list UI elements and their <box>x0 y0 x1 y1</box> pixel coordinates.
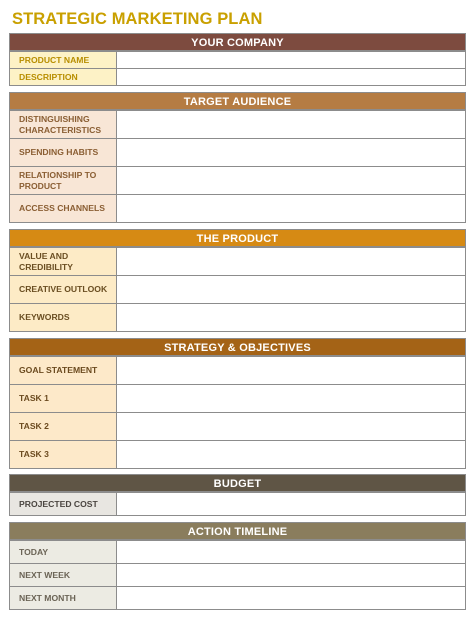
table-row <box>10 167 466 195</box>
row-label-next-week: NEXT WEEK <box>10 564 117 587</box>
task-1-field[interactable] <box>117 385 466 413</box>
row-label-projected-cost: PROJECTED COST <box>10 493 117 516</box>
row-label-value-and-credibility: VALUE AND CREDIBILITY <box>10 248 117 276</box>
distinguishing-characteristics-field[interactable] <box>117 111 466 139</box>
table-row <box>10 541 466 564</box>
table-row <box>10 276 466 304</box>
row-label-description: DESCRIPTION <box>10 69 117 86</box>
value-and-credibility-field[interactable] <box>117 248 466 276</box>
row-label-relationship-to-product: RELATIONSHIP TO PRODUCT <box>10 167 117 195</box>
section-header-target-audience: TARGET AUDIENCE <box>9 92 466 110</box>
table-row <box>10 304 466 332</box>
section-budget <box>9 474 466 516</box>
section-header-strategy-objectives: STRATEGY & OBJECTIVES <box>9 338 466 356</box>
today-field[interactable] <box>117 541 466 564</box>
page-title: STRATEGIC MARKETING PLAN <box>12 10 263 28</box>
product-name-field[interactable] <box>117 52 466 69</box>
section-header-your-company: YOUR COMPANY <box>9 33 466 51</box>
row-label-spending-habits: SPENDING HABITS <box>10 139 117 167</box>
access-channels-field[interactable] <box>117 195 466 223</box>
table-row <box>10 69 466 86</box>
table-row <box>10 195 466 223</box>
section-action-timeline <box>9 522 466 610</box>
table-row <box>10 385 466 413</box>
row-label-product-name: PRODUCT NAME <box>10 52 117 69</box>
row-label-next-month: NEXT MONTH <box>10 587 117 610</box>
section-the-product <box>9 229 466 332</box>
row-label-goal-statement: GOAL STATEMENT <box>10 357 117 385</box>
row-label-today: TODAY <box>10 541 117 564</box>
creative-outlook-field[interactable] <box>117 276 466 304</box>
row-label-keywords: KEYWORDS <box>10 304 117 332</box>
section-target-audience <box>9 92 466 223</box>
table-row <box>10 52 466 69</box>
section-header-budget: BUDGET <box>9 474 466 492</box>
row-label-task-1: TASK 1 <box>10 385 117 413</box>
table-row <box>10 248 466 276</box>
next-week-field[interactable] <box>117 564 466 587</box>
row-label-creative-outlook: CREATIVE OUTLOOK <box>10 276 117 304</box>
table-row <box>10 357 466 385</box>
projected-cost-field[interactable] <box>117 493 466 516</box>
row-label-task-3: TASK 3 <box>10 441 117 469</box>
spending-habits-field[interactable] <box>117 139 466 167</box>
goal-statement-field[interactable] <box>117 357 466 385</box>
row-label-access-channels: ACCESS CHANNELS <box>10 195 117 223</box>
keywords-field[interactable] <box>117 304 466 332</box>
table-row <box>10 493 466 516</box>
task-2-field[interactable] <box>117 413 466 441</box>
table-row <box>10 413 466 441</box>
table-row <box>10 139 466 167</box>
row-label-task-2: TASK 2 <box>10 413 117 441</box>
table-row <box>10 441 466 469</box>
table-row <box>10 587 466 610</box>
description-field[interactable] <box>117 69 466 86</box>
table-row <box>10 111 466 139</box>
section-header-the-product: THE PRODUCT <box>9 229 466 247</box>
next-month-field[interactable] <box>117 587 466 610</box>
section-your-company <box>9 33 466 86</box>
task-3-field[interactable] <box>117 441 466 469</box>
section-strategy-objectives <box>9 338 466 469</box>
section-header-action-timeline: ACTION TIMELINE <box>9 522 466 540</box>
relationship-to-product-field[interactable] <box>117 167 466 195</box>
row-label-distinguishing-characteristics: DISTINGUISHING CHARACTERISTICS <box>10 111 117 139</box>
table-row <box>10 564 466 587</box>
